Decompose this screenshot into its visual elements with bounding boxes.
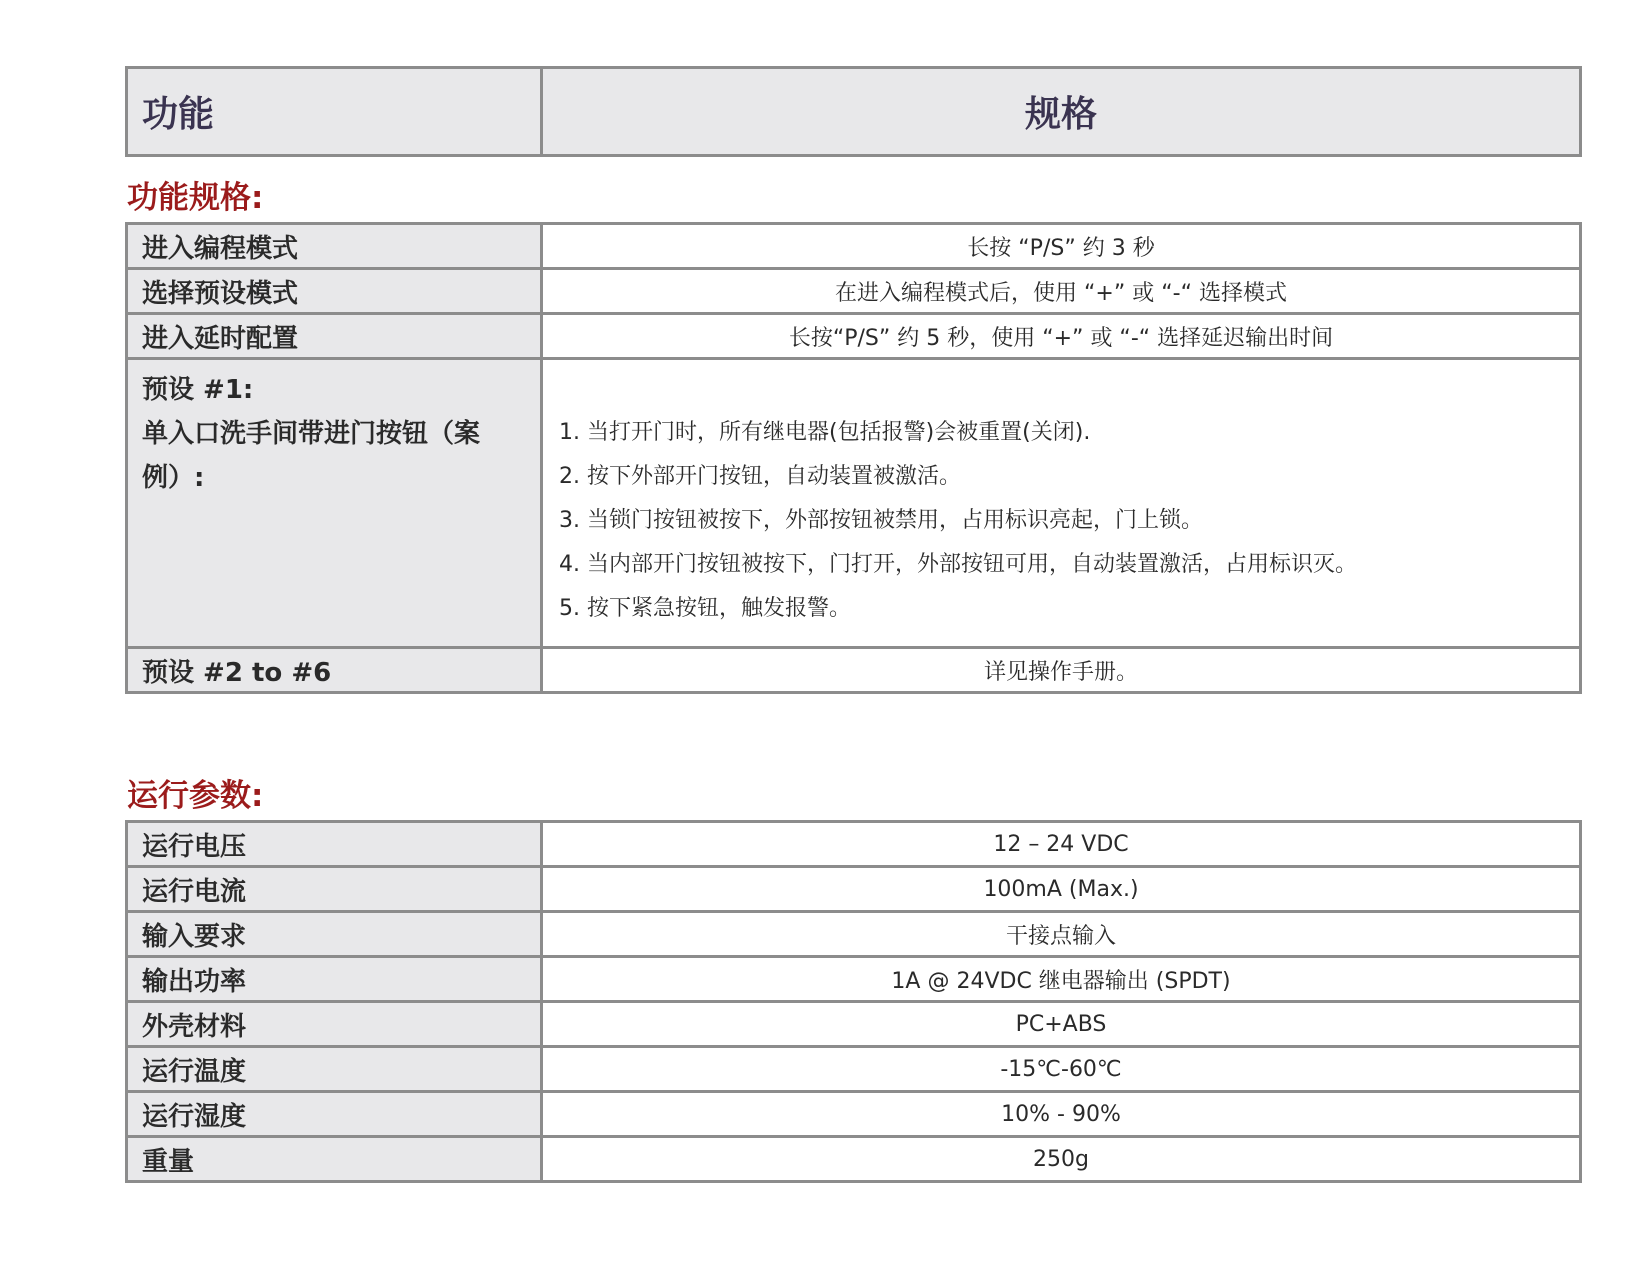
- row-value: 在进入编程模式后，使用 “+” 或 “-“ 选择模式: [542, 269, 1581, 314]
- row-value: 干接点输入: [542, 912, 1581, 957]
- list-item: 1. 当打开门时，所有继电器(包括报警)会被重置(关闭).: [559, 419, 1091, 445]
- list-item: 3. 当锁门按钮被按下，外部按钮被禁用，占用标识亮起，门上锁。: [559, 507, 1203, 533]
- table-row: [127, 1047, 1581, 1092]
- table-row: [127, 224, 1581, 269]
- row-label: 重量: [127, 1137, 542, 1182]
- table-row: [127, 1137, 1581, 1182]
- table-row: [127, 648, 1581, 693]
- preset1-label-line: 例）:: [142, 463, 205, 493]
- row-label: 输出功率: [127, 957, 542, 1002]
- preset1-label: [127, 359, 542, 648]
- row-value: 1A @ 24VDC 继电器输出 (SPDT): [542, 957, 1581, 1002]
- preset1-label-line: 预设 #1:: [142, 375, 254, 405]
- preset1-steps: [542, 359, 1581, 648]
- table-row: [127, 269, 1581, 314]
- table-row: [127, 314, 1581, 359]
- row-label: 运行电流: [127, 867, 542, 912]
- list-item: 2. 按下外部开门按钮，自动装置被激活。: [559, 463, 961, 489]
- row-label: 输入要求: [127, 912, 542, 957]
- row-label: 运行温度: [127, 1047, 542, 1092]
- row-label: 选择预设模式: [127, 269, 542, 314]
- row-value: PC+ABS: [542, 1002, 1581, 1047]
- table-row: [127, 867, 1581, 912]
- row-value: 10% - 90%: [542, 1092, 1581, 1137]
- row-value: 250g: [542, 1137, 1581, 1182]
- functional-spec-title: 功能规格:: [127, 180, 264, 216]
- preset1-row: [127, 359, 1581, 648]
- table-row: [127, 1002, 1581, 1047]
- row-label: 外壳材料: [127, 1002, 542, 1047]
- operating-params-table: [125, 820, 1582, 1183]
- row-value: 详见操作手册。: [542, 648, 1581, 693]
- table-row: [127, 1092, 1581, 1137]
- row-value: 100mA (Max.): [542, 867, 1581, 912]
- row-value: 长按“P/S” 约 5 秒，使用 “+” 或 “-“ 选择延迟输出时间: [542, 314, 1581, 359]
- header-spec: 规格: [542, 68, 1581, 156]
- header-function: 功能: [127, 68, 542, 156]
- functional-spec-table: [125, 222, 1582, 694]
- row-value: -15℃-60℃: [542, 1047, 1581, 1092]
- row-label: 进入编程模式: [127, 224, 542, 269]
- list-item: 4. 当内部开门按钮被按下，门打开，外部按钮可用，自动装置激活，占用标识灭。: [559, 551, 1357, 577]
- row-value: 12 – 24 VDC: [542, 822, 1581, 867]
- operating-params-title: 运行参数:: [127, 778, 264, 814]
- table-row: [127, 912, 1581, 957]
- row-label: 预设 #2 to #6: [127, 648, 542, 693]
- row-label: 运行电压: [127, 822, 542, 867]
- header-table: [125, 66, 1582, 157]
- table-row: [127, 822, 1581, 867]
- list-item: 5. 按下紧急按钮，触发报警。: [559, 595, 851, 621]
- row-label: 进入延时配置: [127, 314, 542, 359]
- row-label: 运行湿度: [127, 1092, 542, 1137]
- header-row: [127, 68, 1581, 156]
- row-value: 长按 “P/S” 约 3 秒: [542, 224, 1581, 269]
- preset1-label-line: 单入口洗手间带进门按钮（案: [142, 419, 481, 449]
- table-row: [127, 957, 1581, 1002]
